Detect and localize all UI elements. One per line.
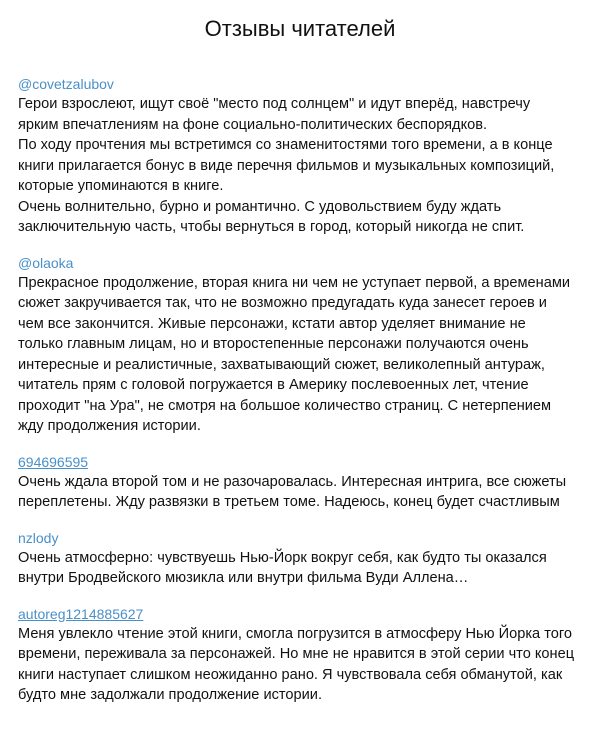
page-title: Отзывы читателей xyxy=(204,16,396,41)
review-line: Очень атмосферно: чувствуешь Нью-Йорк вокруг себя, как будто ты оказался xyxy=(18,549,547,566)
review-line: книги прилагается бонус в виде перечня фильмов и музыкальных композиций, xyxy=(18,157,555,174)
review-line: Меня увлекло чтение этой книги, смогла погрузится в атмосферу Нью Йорка того xyxy=(18,625,572,642)
review-item xyxy=(18,75,582,238)
review-author-link[interactable]: @covetzalubov xyxy=(18,76,114,92)
review-line: переплетены. Жду развязки в третьем томе. Надеюсь, конец будет счастливым xyxy=(18,494,560,510)
review-line: интересные и реалистичные, захватывающий сюжет, великолепный антураж, xyxy=(18,356,545,373)
review-text xyxy=(18,94,582,238)
review-line: заключительную часть, чтобы вернуться в город, который никогда не спит. xyxy=(18,219,525,235)
review-line: которые упоминаются в книге. xyxy=(18,178,224,194)
review-line: Прекрасное продолжение, вторая книга ни чем не уступает первой, а временами xyxy=(18,274,571,291)
review-line: времени, переживала за персонажей. Но мне не нравится в этой серии что конец xyxy=(18,646,575,662)
review-text xyxy=(18,273,582,437)
review-line: читатель прям с головой погружается в Америку послевоенных лет, чтение xyxy=(18,377,529,393)
review-line: Очень волнительно, бурно и романтично. С удовольствием буду ждать xyxy=(18,198,502,215)
review-text xyxy=(18,548,582,589)
review-line: проходит "на Ура", не смотря на большое количество страниц. С нетерпением xyxy=(18,397,552,414)
review-line: По ходу прочтения мы встретимся со знаменитостями того времени, а в конце xyxy=(18,137,553,153)
review-line: Герои взрослеют, ищут своё "место под солнцем" и идут вперёд, навстречу xyxy=(18,96,531,112)
review-line: жду продолжения истории. xyxy=(18,418,201,434)
review-item xyxy=(18,254,582,437)
review-author-link[interactable]: nzlody xyxy=(18,529,59,546)
review-line: книги наступает слишком неожиданно рано. Я чувствовала себя обманутой, как xyxy=(18,666,563,683)
review-author-link[interactable]: autoreg1214885627 xyxy=(18,605,144,622)
review-line: сюжет закручивается так, что не возможно предугадать куда занесет героев и xyxy=(18,295,547,311)
review-author-link[interactable]: @olaoka xyxy=(18,254,74,271)
review-item xyxy=(18,529,582,589)
review-author-link[interactable]: 694696595 xyxy=(18,453,89,470)
review-line: Очень ждала второй том и не разочаровалась. Интересная интрига, все сюжеты xyxy=(18,473,567,490)
review-line: чем все закончится. Живые персонажи, кстати автор уделяет внимание не xyxy=(18,315,526,332)
review-line: только главным лицам, но и второстепенные персонажи получаются очень xyxy=(18,336,529,352)
review-line: ярким впечатлениям на фоне социально-политических беспорядков. xyxy=(18,116,488,133)
review-item xyxy=(18,605,582,706)
review-text xyxy=(18,472,582,513)
review-line: будто мне задолжали продолжение истории. xyxy=(18,687,323,703)
review-line: внутри Бродвейского мюзикла или внутри фильма Вуди Аллена… xyxy=(18,570,469,586)
review-item xyxy=(18,453,582,513)
review-text xyxy=(18,624,582,706)
